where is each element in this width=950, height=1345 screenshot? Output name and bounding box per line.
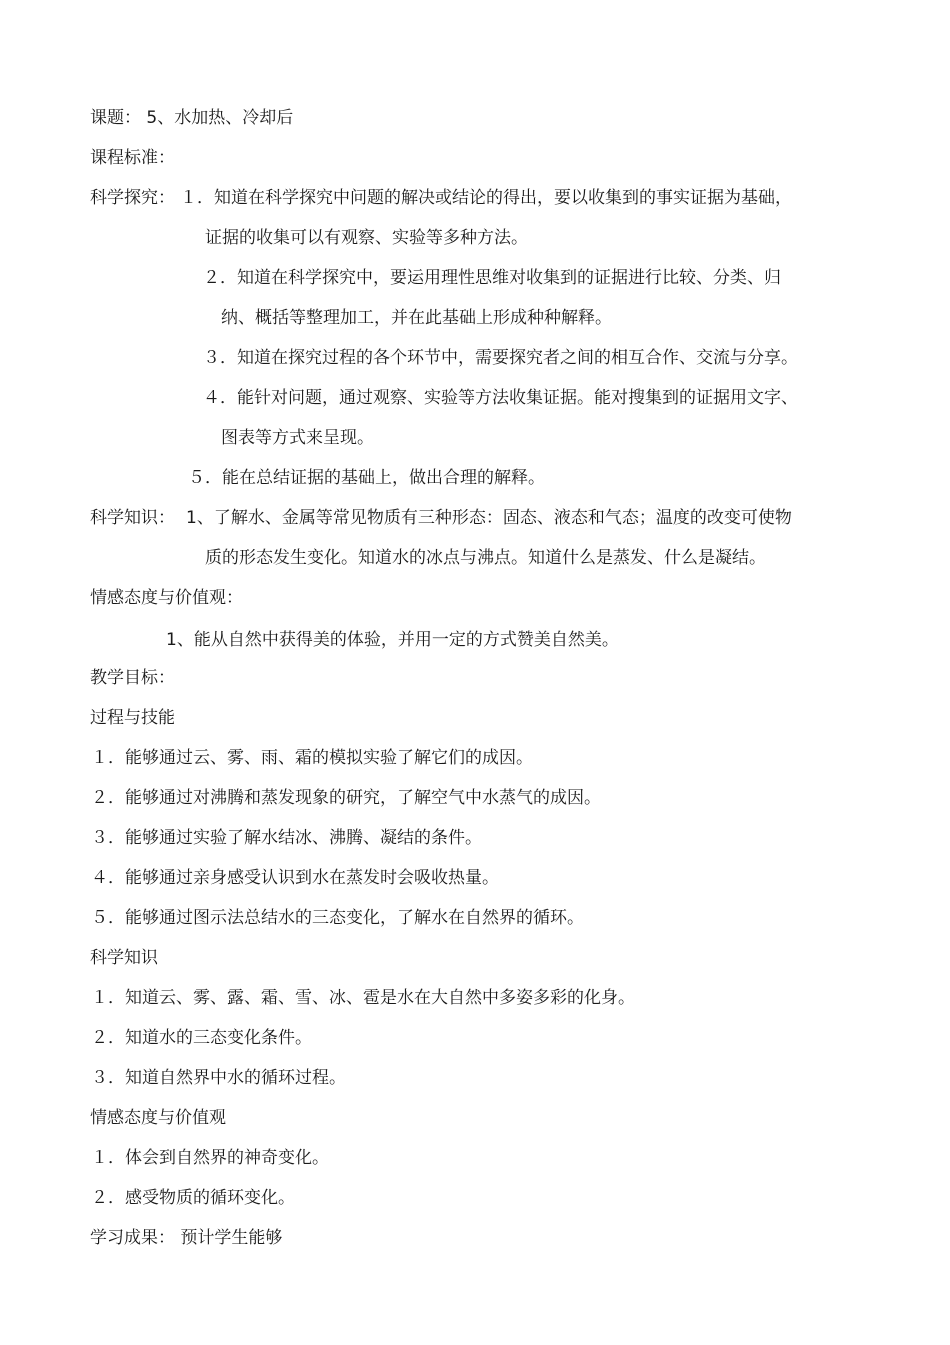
sci-knowledge-item-3: ３．知道自然界中水的循环过程。: [91, 1068, 346, 1088]
sci-knowledge-heading: 科学知识: [90, 948, 158, 968]
inquiry-item-2-line-2: 纳、概括等整理加工，并在此基础上形成种种解释。: [221, 308, 612, 328]
emotion-item-2: ２．感受物质的循环变化。: [91, 1188, 295, 1208]
outcomes-line: 学习成果： 预计学生能够: [90, 1228, 283, 1248]
process-item-1: １．能够通过云、雾、雨、霜的模拟实验了解它们的成因。: [91, 748, 533, 768]
emotion-item-1: １．体会到自然界的神奇变化。: [91, 1148, 329, 1168]
attitude-item-1: 1、能从自然中获得美的体验，并用一定的方式赞美自然美。: [166, 630, 619, 650]
inquiry-item-3: ３．知道在探究过程的各个环节中，需要探究者之间的相互合作、交流与分享。: [203, 348, 798, 368]
process-item-2: ２．能够通过对沸腾和蒸发现象的研究，了解空气中水蒸气的成因。: [91, 788, 601, 808]
inquiry-label: 科学探究：: [90, 188, 175, 208]
inquiry-item-4-line-1: ４．能针对问题，通过观察、实验等方法收集证据。能对搜集到的证据用文字、: [203, 388, 798, 408]
process-item-5: ５．能够通过图示法总结水的三态变化，了解水在自然界的循环。: [91, 908, 584, 928]
process-item-4: ４．能够通过亲身感受认识到水在蒸发时会吸收热量。: [91, 868, 499, 888]
inquiry-item-5: ５．能在总结证据的基础上，做出合理的解释。: [188, 468, 545, 488]
emotion-heading: 情感态度与价值观: [90, 1108, 226, 1128]
inquiry-item-2-line-1: ２．知道在科学探究中，要运用理性思维对收集到的证据进行比较、分类、归: [203, 268, 781, 288]
objectives-heading: 教学目标：: [90, 668, 175, 688]
process-heading: 过程与技能: [90, 708, 175, 728]
inquiry-item-1-line-2: 证据的收集可以有观察、实验等多种方法。: [205, 228, 528, 248]
attitude-label: 情感态度与价值观：: [90, 588, 243, 608]
knowledge-label: 科学知识：: [90, 508, 175, 528]
inquiry-item-4-line-2: 图表等方式来呈现。: [221, 428, 374, 448]
topic-line: 课题： 5、水加热、冷却后: [90, 108, 294, 128]
inquiry-item-1-line-1: １．知道在科学探究中问题的解决或结论的得出，要以收集到的事实证据为基础，: [180, 188, 792, 208]
standards-heading: 课程标准：: [90, 148, 175, 168]
process-item-3: ３．能够通过实验了解水结冰、沸腾、凝结的条件。: [91, 828, 482, 848]
knowledge-item-1-line-1: 1、了解水、金属等常见物质有三种形态：固态、液态和气态；温度的改变可使物: [186, 508, 792, 528]
sci-knowledge-item-1: １．知道云、雾、露、霜、雪、冰、雹是水在大自然中多姿多彩的化身。: [91, 988, 635, 1008]
sci-knowledge-item-2: ２．知道水的三态变化条件。: [91, 1028, 312, 1048]
knowledge-item-1-line-2: 质的形态发生变化。知道水的冰点与沸点。知道什么是蒸发、什么是凝结。: [205, 548, 766, 568]
